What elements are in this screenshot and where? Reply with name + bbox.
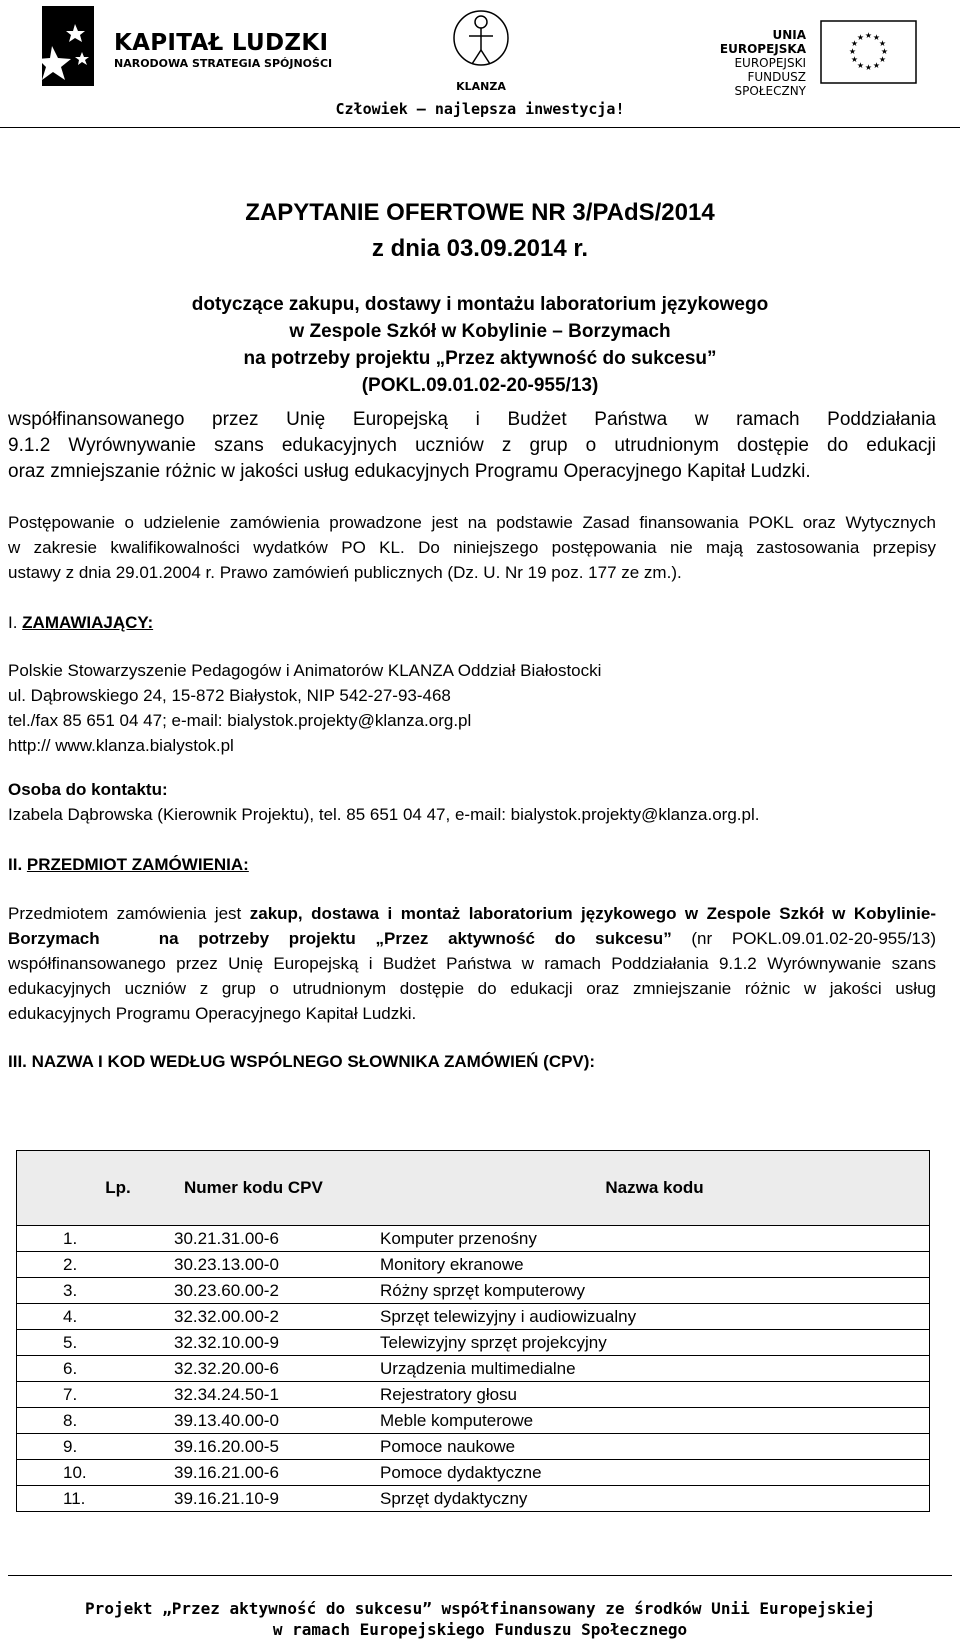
subject-line3: na potrzeby projektu „Przez aktywność do sukcesu”: [243, 348, 717, 369]
cell-lp: 2.: [17, 1252, 175, 1278]
intro-paragraph: [8, 407, 936, 485]
cell-code: 39.16.20.00-5: [174, 1434, 380, 1460]
cell-lp: 10.: [17, 1460, 175, 1486]
cell-name: Meble komputerowe: [380, 1408, 930, 1434]
orderer-address: ul. Dąbrowskiego 24, 15-872 Białystok, NIP 542-27-93-468: [8, 686, 451, 705]
cell-lp: 4.: [17, 1304, 175, 1330]
svg-text:★: ★: [872, 61, 881, 70]
document-date: z dnia 03.09.2014 r.: [371, 235, 589, 262]
svg-text:★: ★: [880, 47, 889, 56]
svg-text:★: ★: [850, 39, 859, 48]
intro-line1: współfinansowanego przez Unię Europejską i Budżet Państwa w ramach Poddziałania: [8, 409, 936, 430]
orderer-name: Polskie Stowarzyszenie Pedagogów i Animatorów KLANZA Oddział Białostocki: [8, 661, 602, 680]
klanza-label: KLANZA: [456, 80, 506, 93]
table-row: [17, 1434, 930, 1460]
svg-text:★: ★: [856, 33, 865, 42]
svg-text:★: ★: [878, 55, 887, 64]
cell-code: 32.32.20.00-6: [174, 1356, 380, 1382]
eu-flag-icon: [820, 20, 917, 84]
section-2-title: PRZEDMIOT ZAMÓWIENIA:: [26, 855, 249, 874]
svg-text:★: ★: [856, 61, 865, 70]
footer-line1: Projekt „Przez aktywność do sukcesu” współfinansowany ze środków Unii Europejskiej: [85, 1599, 875, 1618]
cell-code: 30.21.31.00-6: [174, 1226, 380, 1252]
table-row: [17, 1252, 930, 1278]
cell-name: Urządzenia multimedialne: [380, 1356, 930, 1382]
procedure-line2: w zakresie kwalifikowalności wydatków PO KL. Do niniejszego postępowania nie mają zastosowania przepisy: [8, 538, 936, 557]
cell-name: Pomoce dydaktyczne: [380, 1460, 930, 1486]
col-code: Numer kodu CPV: [174, 1151, 380, 1226]
col-name: Nazwa kodu: [380, 1151, 930, 1226]
footer-divider: [8, 1575, 952, 1576]
cell-lp: 7.: [17, 1382, 175, 1408]
svg-text:★: ★: [878, 39, 887, 48]
orderer-contact: tel./fax 85 651 04 47; e-mail: bialystok.projekty@klanza.org.pl: [8, 711, 472, 730]
ue-text: [684, 28, 806, 98]
cell-name: Komputer przenośny: [380, 1226, 930, 1252]
svg-text:★: ★: [864, 63, 873, 72]
section-1-number: I.: [8, 613, 23, 632]
col-lp: Lp.: [17, 1151, 175, 1226]
table-row: [17, 1486, 930, 1512]
cell-lp: 11.: [63, 1488, 86, 1508]
svg-text:★: ★: [864, 31, 873, 40]
document-title: ZAPYTANIE OFERTOWE NR 3/PAdS/2014: [245, 199, 715, 226]
cell-name: Sprzęt telewizyjny i audiowizualny: [380, 1304, 930, 1330]
table-row: [17, 1226, 930, 1252]
table-row: [17, 1460, 930, 1486]
document-header: [0, 0, 960, 130]
order-line2-b: (nr POKL.09.01.02-20-955/13): [671, 929, 936, 948]
table-row: [17, 1382, 930, 1408]
cell-code: 39.16.21.00-6: [174, 1460, 380, 1486]
cell-name: Różny sprzęt komputerowy: [380, 1278, 930, 1304]
cell-code: 32.34.24.50-1: [174, 1382, 380, 1408]
table-row: [17, 1330, 930, 1356]
cell-lp: 9.: [17, 1434, 175, 1460]
intro-line3: oraz zmniejszanie różnic w jakości usług edukacyjnych Programu Operacyjnego Kapitał Ludzki.: [8, 461, 811, 482]
svg-text:★: ★: [872, 33, 881, 42]
subject-line4: (POKL.09.01.02-20-955/13): [361, 375, 599, 396]
contact-block: [8, 777, 936, 827]
orderer-details: [8, 658, 936, 758]
order-line4: edukacyjnych uczniów z grup o utrudnionym dostępie do edukacji oraz zmniejszanie różnic w jakości usług: [8, 979, 936, 998]
ue-line3: FUNDUSZ SPOŁECZNY: [734, 70, 806, 98]
slogan: Człowiek – najlepsza inwestycja!: [335, 100, 625, 118]
order-subject-paragraph: [8, 901, 936, 1026]
cell-code: 30.23.60.00-2: [174, 1278, 380, 1304]
cell-lp: 1.: [17, 1226, 175, 1252]
kapital-ludzki-text: [114, 31, 332, 71]
cpv-table-body: [17, 1226, 930, 1512]
cell-name: Sprzęt dydaktyczny: [380, 1488, 528, 1508]
ue-line2: EUROPEJSKI: [734, 56, 806, 70]
intro-line2: 9.1.2 Wyrównywanie szans edukacyjnych uczniów z grup o utrudnionym dostępie do edukacji: [8, 435, 936, 456]
klanza-logo: [452, 4, 510, 96]
section-2-number: II.: [8, 855, 27, 874]
cell-code: 32.32.10.00-9: [174, 1330, 380, 1356]
procedure-paragraph: [8, 510, 936, 585]
cell-name: Rejestratory głosu: [380, 1382, 930, 1408]
order-line2-a: Borzymach na potrzeby projektu „Przez aktywność do sukcesu”: [8, 929, 672, 948]
procedure-line1: Postępowanie o udzielenie zamówienia prowadzone jest na podstawie Zasad finansowania POKL oraz Wytycznych: [8, 513, 936, 532]
subject-line1: dotyczące zakupu, dostawy i montażu laboratorium językowego: [191, 294, 769, 315]
table-row: [17, 1278, 930, 1304]
kl-title: KAPITAŁ LUDZKI: [114, 30, 329, 56]
order-line1-b: zakup, dostawa i montaż laboratorium językowego w Zespole Szkół w Kobylinie-: [249, 904, 937, 923]
procedure-line3: ustawy z dnia 29.01.2004 r. Prawo zamówień publicznych (Dz. U. Nr 19 poz. 177 ze zm.).: [8, 563, 682, 582]
section-1-heading: [8, 610, 936, 635]
table-row: [17, 1356, 930, 1382]
cpv-table-header: [17, 1151, 930, 1226]
cell-name: Monitory ekranowe: [380, 1252, 930, 1278]
contact-heading: Osoba do kontaktu:: [8, 780, 168, 799]
order-line1: [8, 901, 936, 926]
cell-lp: 6.: [17, 1356, 175, 1382]
order-line1-a: Przedmiotem zamówienia jest: [8, 904, 250, 923]
svg-text:★: ★: [850, 55, 859, 64]
section-1-title: ZAMAWIAJĄCY:: [22, 613, 154, 632]
order-line3: współfinansowanego przez Unię Europejską i Budżet Państwa w ramach Poddziałania 9.1.2 Wyrównywanie szans: [8, 954, 936, 973]
header-divider: [0, 127, 960, 128]
document-subject: [0, 291, 960, 399]
cell-lp: 3.: [17, 1278, 175, 1304]
cell-name: Pomoce naukowe: [380, 1434, 930, 1460]
cell-name: Telewizyjny sprzęt projekcyjny: [380, 1330, 930, 1356]
cpv-table: [16, 1150, 930, 1512]
cell-lp: 5.: [17, 1330, 175, 1356]
cell-code: 39.13.40.00-0: [174, 1408, 380, 1434]
kapital-ludzki-logo: [42, 6, 94, 86]
table-row: [17, 1408, 930, 1434]
kl-subtitle: NARODOWA STRATEGIA SPÓJNOŚCI: [114, 57, 333, 70]
contact-person: Izabela Dąbrowska (Kierownik Projektu), tel. 85 651 04 47, e-mail: bialystok.projekty@klanza.org.pl.: [8, 805, 760, 824]
cell-lp: 8.: [17, 1408, 175, 1434]
footer-line2: w ramach Europejskiego Funduszu Społecznego: [272, 1620, 688, 1639]
order-line2: [8, 926, 936, 951]
table-row: [17, 1304, 930, 1330]
subject-line2: w Zespole Szkół w Kobylinie – Borzymach: [289, 321, 671, 342]
svg-text:★: ★: [848, 47, 857, 56]
order-line5: edukacyjnych Programu Operacyjnego Kapitał Ludzki.: [8, 1004, 417, 1023]
section-2-heading: [8, 852, 936, 877]
section-3-heading: III. NAZWA I KOD WEDŁUG WSPÓLNEGO SŁOWNIKA ZAMÓWIEŃ (CPV):: [8, 1052, 596, 1071]
ue-line1: UNIA EUROPEJSKA: [719, 28, 806, 56]
document-footer: [0, 1598, 960, 1640]
cell-code: 30.23.13.00-0: [174, 1252, 380, 1278]
cell-code: 39.16.21.10-9: [174, 1488, 279, 1508]
orderer-www: http:// www.klanza.bialystok.pl: [8, 736, 234, 755]
cell-code: 32.32.00.00-2: [174, 1304, 380, 1330]
